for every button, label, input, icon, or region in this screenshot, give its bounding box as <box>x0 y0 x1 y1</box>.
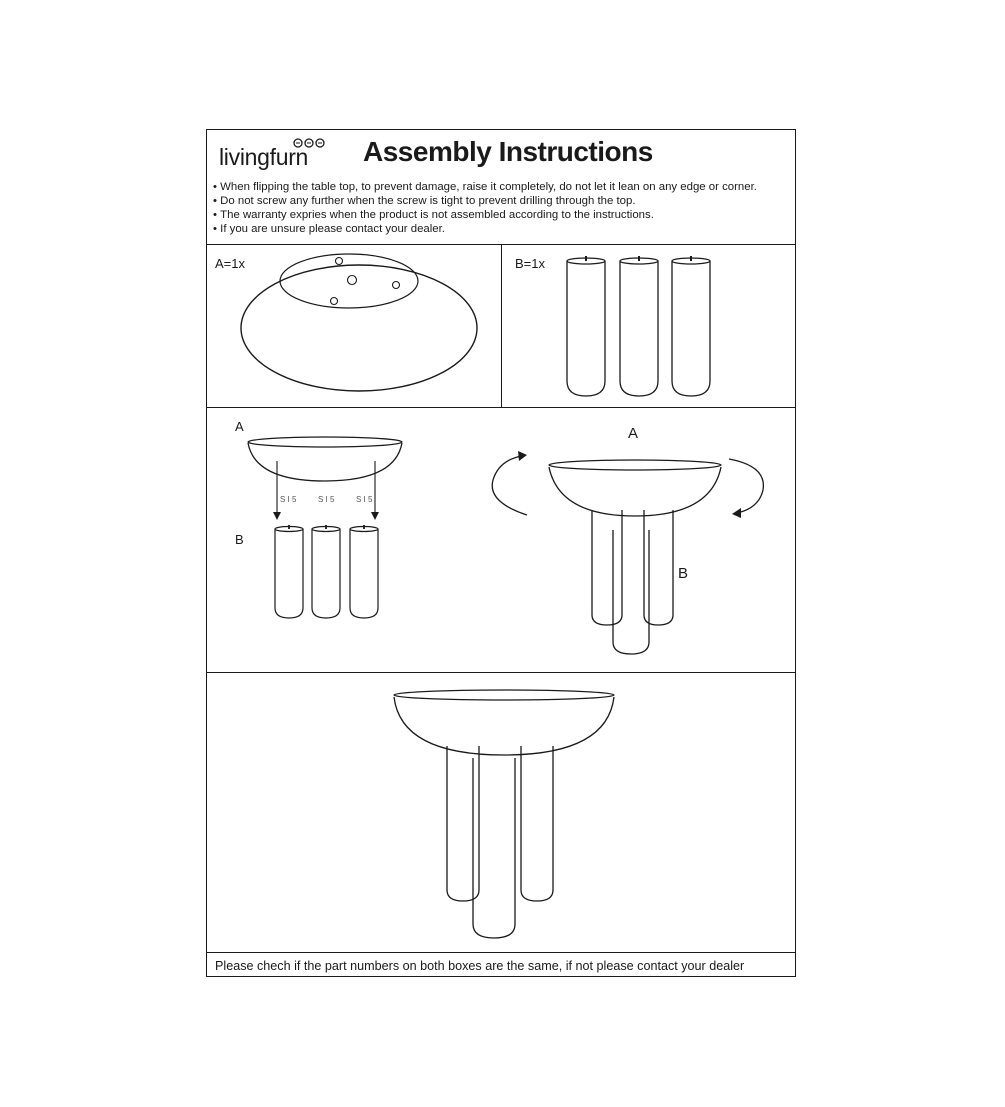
brand-logo: livingfurn <box>219 144 309 170</box>
step2-flip-table <box>489 450 779 660</box>
divider <box>207 407 795 408</box>
page-title: Assembly Instructions <box>363 136 653 167</box>
step1-label-b: B <box>235 532 244 547</box>
part-b-label: B=1x <box>515 256 545 271</box>
step1-label-a: A <box>235 419 244 434</box>
step2-label-b: B <box>678 565 689 582</box>
footer-note: Please chech if the part numbers on both boxes are the same, if not please contact your dealer <box>215 959 745 973</box>
rotate-arrow-right-icon <box>729 459 763 513</box>
note-item: • The warranty expries when the product is not assembled according to the instructions. <box>213 208 757 222</box>
step2-label-a: A <box>628 425 639 442</box>
assembled-table <box>391 686 617 942</box>
down-arrow-icon <box>277 461 375 513</box>
divider <box>207 672 795 673</box>
note-item: • If you are unsure please contact your dealer. <box>213 222 757 236</box>
svg-text:S I 5: S I 5 <box>280 495 297 504</box>
note-item: • When flipping the table top, to prevent damage, raise it completely, do not let it lean on any edge or corner. <box>213 180 757 194</box>
svg-text:S I 5: S I 5 <box>356 495 373 504</box>
rotate-arrow-left-icon <box>492 456 527 515</box>
table-top-part-a <box>239 252 479 394</box>
note-item: • Do not screw any further when the screw is tight to prevent drilling through the top. <box>213 194 757 208</box>
divider <box>501 244 502 407</box>
step1-attach-legs <box>247 436 407 622</box>
legs-part-b <box>565 254 715 400</box>
divider <box>207 952 795 953</box>
part-a-label: A=1x <box>215 256 245 271</box>
safety-notes <box>213 180 757 236</box>
instruction-sheet <box>206 129 796 977</box>
svg-text:S I 5: S I 5 <box>318 495 335 504</box>
